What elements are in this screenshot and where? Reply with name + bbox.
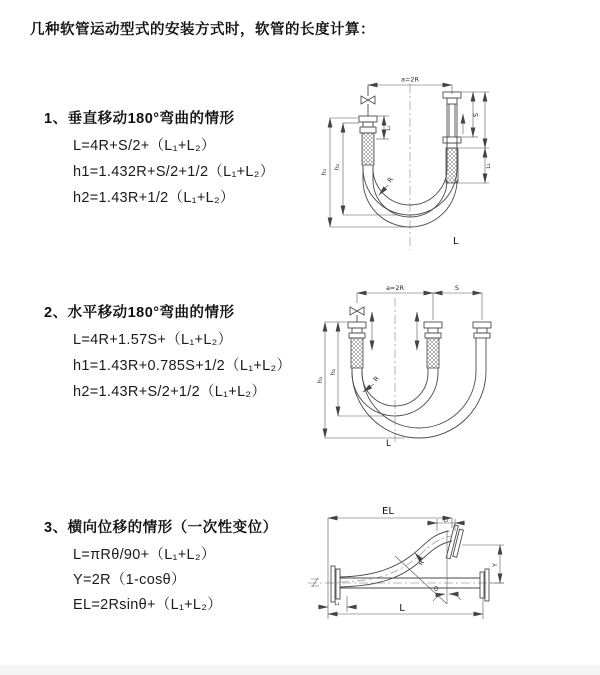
d1-radius-callout <box>379 175 395 195</box>
section-1-heading: 1、垂直移动180°弯曲的情形 <box>44 111 235 127</box>
d3-label-l: L <box>399 603 405 614</box>
d1-left-fitting <box>359 116 377 165</box>
d1-label-l2: L₂ <box>486 163 492 169</box>
d2-middle-fitting <box>424 322 442 368</box>
d1-label-l: L <box>453 236 459 247</box>
diagram-vertical-180-bend <box>310 68 590 258</box>
section-3-formula-EL: EL=2Rsinθ+（L₁+L₂） <box>73 597 223 613</box>
d1-label-l1: L₁ <box>386 125 392 131</box>
d2-fitting-length-dims <box>372 312 417 350</box>
d1-label-s: S <box>472 112 480 118</box>
d1-label-r: R <box>385 175 395 185</box>
d2-label-h2: h₂ <box>329 368 337 376</box>
page-title: 几种软管运动型式的安装方式时，软管的长度计算： <box>30 22 375 38</box>
d3-label-y: Y <box>491 563 499 567</box>
d2-left-fitting <box>348 322 366 368</box>
section-2-heading: 2、水平移动180°弯曲的情形 <box>44 305 235 321</box>
d3-label-el: EL <box>382 506 394 517</box>
d3-break-mark <box>311 578 319 587</box>
d1-right-dimensions <box>459 92 492 183</box>
d2-label-s: S <box>454 284 460 292</box>
diagram-lateral-displacement <box>300 498 600 663</box>
d3-right-flange <box>480 569 489 601</box>
d3-centerline <box>308 578 504 587</box>
d3-y-dimension <box>462 545 504 583</box>
section-2-formula-h2: h2=1.43R+S/2+1/2（L₁+L₂） <box>73 384 267 400</box>
d3-l-dimension <box>328 598 483 619</box>
d1-L1-dimension <box>376 116 392 139</box>
section-2-formula-L: L=4R+1.57S+（L₁+L₂） <box>73 332 233 348</box>
d3-l1-dimension <box>318 596 357 612</box>
d2-top-dimensions <box>357 284 482 320</box>
d1-label-h1: h₁ <box>320 168 328 176</box>
section-1-formula-L: L=4R+S/2+（L₁+L₂） <box>73 138 216 154</box>
d3-radius-callout <box>415 553 426 567</box>
d3-label-l1: L₁ <box>334 601 340 607</box>
d3-label-l2: L₂ <box>443 517 449 524</box>
d1-valve-icon <box>361 85 375 116</box>
d3-label-r: R <box>416 558 426 568</box>
d3-label-theta: θ <box>434 585 438 593</box>
d2-valve-icon <box>350 307 364 322</box>
d1-label-a2r: a=2R <box>400 75 420 84</box>
d1-right-pipe <box>443 92 463 183</box>
section-1-formula-h2: h2=1.43R+1/2（L₁+L₂） <box>73 190 235 206</box>
page-bottom-edge <box>0 665 600 675</box>
section-3-formula-L: L=πRθ/90+（L₁+L₂） <box>73 547 216 563</box>
section-1-formula-h1: h1=1.432R+S/2+1/2（L₁+L₂） <box>73 164 275 180</box>
d2-label-a2r: a=2R <box>385 284 405 292</box>
section-3-formula-Y: Y=2R（1-cosθ） <box>73 572 186 588</box>
d2-label-h1: h₁ <box>316 376 324 384</box>
d1-label-h2: h₂ <box>333 163 341 171</box>
section-2-formula-h1: h1=1.43R+0.785S+1/2（L₁+L₂） <box>73 358 292 374</box>
d2-right-fitting <box>473 322 491 338</box>
d2-label-l: L <box>386 439 391 449</box>
d2-hose-curves <box>352 338 486 438</box>
d2-label-r: R <box>371 374 381 384</box>
d3-displaced-hose <box>340 531 452 587</box>
diagram-horizontal-180-bend <box>310 280 600 475</box>
section-3-heading: 3、横向位移的情形（一次性变位） <box>44 520 278 536</box>
d3-left-flange <box>331 566 340 602</box>
